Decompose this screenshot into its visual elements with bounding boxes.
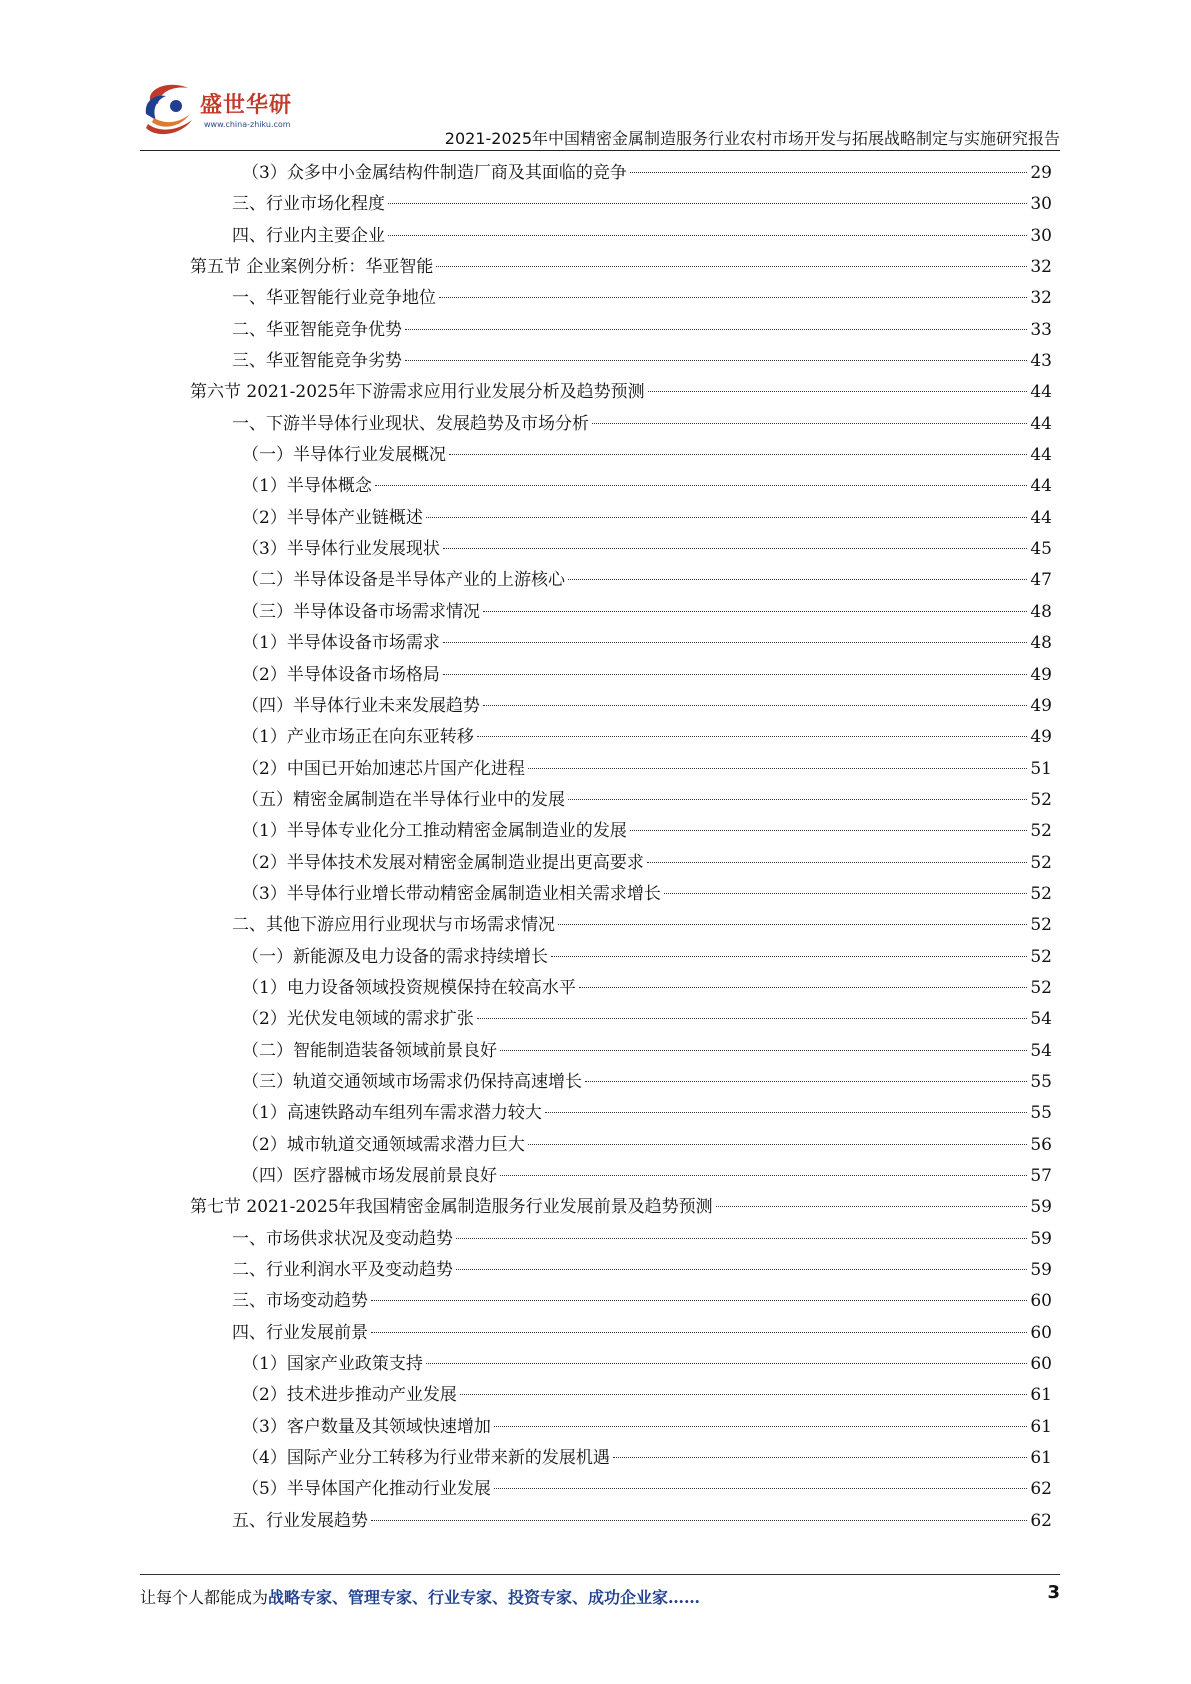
toc-entry-page: 60 xyxy=(1030,1291,1052,1312)
toc-entry-page: 44 xyxy=(1030,382,1052,403)
toc-entry-row xyxy=(190,377,1052,408)
toc-entry-row xyxy=(232,221,1052,252)
toc-entry-row xyxy=(232,189,1052,220)
toc-entry-label: 二、行业利润水平及变动趋势 xyxy=(232,1260,453,1281)
toc-entry-label: （1）半导体概念 xyxy=(242,476,372,497)
toc-entry-row xyxy=(232,346,1052,377)
toc-entry-label: 一、市场供求状况及变动趋势 xyxy=(232,1228,453,1249)
toc-entry-label: 第七节 2021-2025年我国精密金属制造服务行业发展前景及趋势预测 xyxy=(190,1197,713,1218)
toc-entry[interactable] xyxy=(190,534,1052,565)
toc-entry[interactable] xyxy=(190,660,1052,691)
footer-slogan-emphasis: 战略专家、管理专家、行业专家、投资专家、成功企业家…… xyxy=(268,1588,701,1607)
toc-dot-leader xyxy=(500,1050,1027,1051)
toc-entry-row xyxy=(242,440,1052,471)
toc-entry-label: （2）技术进步推动产业发展 xyxy=(242,1385,457,1406)
toc-entry[interactable] xyxy=(190,1286,1052,1317)
toc-dot-leader xyxy=(592,423,1027,424)
toc-dot-leader xyxy=(477,1018,1028,1019)
toc-dot-leader xyxy=(585,1081,1027,1082)
toc-dot-leader xyxy=(528,768,1028,769)
toc-entry-row xyxy=(242,597,1052,628)
toc-entry[interactable] xyxy=(190,1161,1052,1192)
toc-entry-page: 61 xyxy=(1030,1385,1052,1406)
page-header xyxy=(140,80,1060,150)
toc-entry-page: 48 xyxy=(1030,633,1052,654)
toc-dot-leader xyxy=(426,517,1028,518)
toc-dot-leader xyxy=(716,1206,1028,1207)
toc-entry-page: 59 xyxy=(1030,1228,1052,1249)
toc-entry-label: 三、市场变动趋势 xyxy=(232,1291,368,1312)
toc-entry-label: 第五节 企业案例分析：华亚智能 xyxy=(190,257,434,278)
toc-entry-row xyxy=(242,722,1052,753)
toc-dot-leader xyxy=(545,1112,1028,1113)
toc-entry[interactable] xyxy=(190,816,1052,847)
toc-entry[interactable] xyxy=(190,1474,1052,1505)
toc-entry-row xyxy=(242,1161,1052,1192)
toc-entry-row xyxy=(242,1067,1052,1098)
toc-entry[interactable] xyxy=(190,942,1052,973)
toc-entry[interactable] xyxy=(190,879,1052,910)
toc-entry-label: 二、其他下游应用行业现状与市场需求情况 xyxy=(232,915,555,936)
toc-dot-leader xyxy=(528,1144,1028,1145)
toc-entry[interactable] xyxy=(190,1412,1052,1443)
toc-dot-leader xyxy=(483,611,1027,612)
toc-entry-page: 47 xyxy=(1030,570,1052,591)
toc-entry-label: 五、行业发展趋势 xyxy=(232,1510,368,1531)
toc-entry-page: 52 xyxy=(1030,852,1052,873)
toc-dot-leader xyxy=(500,1175,1027,1176)
toc-entry-label: （一）新能源及电力设备的需求持续增长 xyxy=(242,946,548,967)
toc-entry[interactable] xyxy=(190,1192,1052,1223)
toc-entry-row xyxy=(242,503,1052,534)
toc-dot-leader xyxy=(371,1300,1027,1301)
toc-entry-row xyxy=(242,942,1052,973)
toc-entry-page: 55 xyxy=(1030,1103,1052,1124)
toc-entry-label: （二）智能制造装备领域前景良好 xyxy=(242,1040,497,1061)
toc-dot-leader xyxy=(579,987,1028,988)
toc-entry-row xyxy=(232,1318,1052,1349)
toc-entry-label: （3）众多中小金属结构件制造厂商及其面临的竞争 xyxy=(242,163,627,183)
footer-divider xyxy=(140,1574,1060,1575)
toc-entry[interactable] xyxy=(190,283,1052,314)
toc-entry-row xyxy=(190,252,1052,283)
toc-entry-row xyxy=(232,315,1052,346)
toc-entry-row xyxy=(242,816,1052,847)
toc-entry-label: （五）精密金属制造在半导体行业中的发展 xyxy=(242,789,565,810)
toc-entry-label: （3）半导体行业发展现状 xyxy=(242,539,440,560)
toc-entry[interactable] xyxy=(190,1255,1052,1286)
toc-dot-leader xyxy=(613,1457,1028,1458)
toc-entry[interactable] xyxy=(190,565,1052,596)
toc-entry-row xyxy=(232,409,1052,440)
toc-entry-page: 48 xyxy=(1030,601,1052,622)
toc-dot-leader xyxy=(371,1332,1027,1333)
toc-dot-leader xyxy=(551,956,1027,957)
toc-entry[interactable] xyxy=(190,409,1052,440)
toc-entry-page: 32 xyxy=(1030,257,1052,278)
toc-entry[interactable] xyxy=(190,1443,1052,1474)
toc-dot-leader xyxy=(405,360,1027,361)
toc-entry-label: 一、下游半导体行业现状、发展趋势及市场分析 xyxy=(232,413,589,434)
toc-entry-label: 二、华亚智能竞争优势 xyxy=(232,319,402,340)
toc-entry-label: 四、行业发展前景 xyxy=(232,1322,368,1343)
toc-dot-leader xyxy=(443,642,1028,643)
toc-entry-row xyxy=(242,879,1052,910)
toc-entry-page: 32 xyxy=(1030,288,1052,309)
toc-dot-leader xyxy=(443,674,1028,675)
logo-url: www.china-zhiku.com xyxy=(204,120,291,129)
footer-slogan-prefix: 让每个人都能成为 xyxy=(140,1588,269,1607)
toc-entry-page: 44 xyxy=(1030,445,1052,466)
toc-entry[interactable] xyxy=(190,1318,1052,1349)
toc-entry-page: 49 xyxy=(1030,727,1052,748)
toc-entry[interactable] xyxy=(190,315,1052,346)
toc-entry-label: 三、行业市场化程度 xyxy=(232,194,385,215)
toc-entry-row xyxy=(242,471,1052,502)
toc-entry-row xyxy=(242,1443,1052,1474)
toc-entry[interactable] xyxy=(190,221,1052,252)
toc-entry-row xyxy=(242,754,1052,785)
toc-entry[interactable] xyxy=(190,1224,1052,1255)
toc-dot-leader xyxy=(494,1426,1028,1427)
toc-dot-leader xyxy=(568,799,1027,800)
toc-dot-leader xyxy=(375,485,1028,486)
toc-entry[interactable] xyxy=(190,158,1052,189)
toc-entry[interactable] xyxy=(190,440,1052,471)
toc-entry-page: 52 xyxy=(1030,977,1052,998)
toc-entry[interactable] xyxy=(190,1098,1052,1129)
toc-entry-label: （三）半导体设备市场需求情况 xyxy=(242,601,480,622)
toc-dot-leader xyxy=(426,1363,1028,1364)
logo-emblem-icon xyxy=(140,80,200,142)
toc-entry-page: 44 xyxy=(1030,507,1052,528)
table-of-contents xyxy=(190,158,1052,1537)
toc-entry-page: 51 xyxy=(1030,758,1052,779)
toc-entry-label: （4）国际产业分工转移为行业带来新的发展机遇 xyxy=(242,1448,610,1469)
toc-entry-label: （1）高速铁路动车组列车需求潜力较大 xyxy=(242,1103,542,1124)
toc-entry[interactable] xyxy=(190,628,1052,659)
toc-dot-leader xyxy=(664,893,1028,894)
toc-entry-label: 一、华亚智能行业竞争地位 xyxy=(232,288,436,309)
toc-dot-leader xyxy=(558,924,1027,925)
toc-entry[interactable] xyxy=(190,754,1052,785)
toc-entry-page: 61 xyxy=(1030,1448,1052,1469)
toc-dot-leader xyxy=(460,1394,1028,1395)
toc-entry-page: 49 xyxy=(1030,664,1052,685)
toc-entry-label: （四）半导体行业未来发展趋势 xyxy=(242,695,480,716)
toc-entry-row xyxy=(242,973,1052,1004)
toc-dot-leader xyxy=(456,1238,1027,1239)
toc-entry-label: （1）电力设备领域投资规模保持在较高水平 xyxy=(242,977,576,998)
toc-entry-row xyxy=(190,1192,1052,1223)
toc-entry[interactable] xyxy=(190,1067,1052,1098)
toc-entry[interactable] xyxy=(190,1380,1052,1411)
toc-entry-page: 30 xyxy=(1030,225,1052,246)
toc-entry-row xyxy=(242,1474,1052,1505)
toc-entry-row xyxy=(242,785,1052,816)
toc-entry[interactable] xyxy=(190,1130,1052,1161)
toc-entry-page: 52 xyxy=(1030,821,1052,842)
toc-entry-row xyxy=(242,1130,1052,1161)
toc-entry-page: 33 xyxy=(1030,319,1052,340)
toc-dot-leader xyxy=(647,862,1028,863)
toc-entry-page: 61 xyxy=(1030,1416,1052,1437)
toc-entry[interactable] xyxy=(190,471,1052,502)
toc-entry[interactable] xyxy=(190,1349,1052,1380)
toc-entry-page: 52 xyxy=(1030,789,1052,810)
toc-dot-leader xyxy=(449,454,1027,455)
toc-entry-label: （2）中国已开始加速芯片国产化进程 xyxy=(242,758,525,779)
toc-entry-page: 52 xyxy=(1030,915,1052,936)
toc-entry[interactable] xyxy=(190,252,1052,283)
toc-dot-leader xyxy=(568,579,1027,580)
toc-entry-page: 44 xyxy=(1030,476,1052,497)
toc-entry[interactable] xyxy=(190,1506,1052,1537)
company-logo xyxy=(140,80,310,146)
toc-entry-label: （2）城市轨道交通领域需求潜力巨大 xyxy=(242,1134,525,1155)
toc-dot-leader xyxy=(388,203,1027,204)
toc-entry-page: 56 xyxy=(1030,1134,1052,1155)
toc-entry[interactable] xyxy=(190,691,1052,722)
toc-dot-leader xyxy=(388,235,1027,236)
toc-entry-page: 30 xyxy=(1030,194,1052,215)
toc-entry-page: 44 xyxy=(1030,413,1052,434)
toc-entry-row xyxy=(242,1098,1052,1129)
toc-entry-row xyxy=(232,283,1052,314)
toc-entry-row xyxy=(242,1380,1052,1411)
toc-entry[interactable] xyxy=(190,785,1052,816)
toc-entry-label: （1）国家产业政策支持 xyxy=(242,1354,423,1375)
toc-dot-leader xyxy=(630,172,1028,173)
toc-entry-page: 49 xyxy=(1030,695,1052,716)
toc-dot-leader xyxy=(483,705,1027,706)
toc-entry-page: 54 xyxy=(1030,1009,1052,1030)
toc-entry-label: （1）产业市场正在向东亚转移 xyxy=(242,727,474,748)
toc-dot-leader xyxy=(436,266,1027,267)
toc-entry-page: 54 xyxy=(1030,1040,1052,1061)
toc-entry-row xyxy=(242,1036,1052,1067)
toc-entry-label: 第六节 2021-2025年下游需求应用行业发展分析及趋势预测 xyxy=(190,382,645,403)
footer-slogan xyxy=(140,1585,700,1608)
toc-entry-page: 59 xyxy=(1030,1197,1052,1218)
toc-dot-leader xyxy=(405,329,1027,330)
toc-entry-page: 55 xyxy=(1030,1071,1052,1092)
toc-entry-label: 三、华亚智能竞争劣势 xyxy=(232,351,402,372)
toc-entry-row xyxy=(232,1286,1052,1317)
toc-entry-row xyxy=(232,910,1052,941)
toc-entry-page: 59 xyxy=(1030,1260,1052,1281)
toc-entry-row xyxy=(232,1506,1052,1537)
toc-entry-page: 62 xyxy=(1030,1510,1052,1531)
toc-entry-label: 四、行业内主要企业 xyxy=(232,225,385,246)
toc-entry-label: （二）半导体设备是半导体产业的上游核心 xyxy=(242,570,565,591)
toc-entry-label: （5）半导体国产化推动行业发展 xyxy=(242,1479,491,1500)
toc-entry[interactable] xyxy=(190,848,1052,879)
toc-entry-label: （1）半导体设备市场需求 xyxy=(242,633,440,654)
toc-entry-row xyxy=(242,628,1052,659)
toc-entry-row xyxy=(242,848,1052,879)
toc-entry[interactable] xyxy=(190,377,1052,408)
toc-dot-leader xyxy=(456,1269,1027,1270)
toc-entry-page: 57 xyxy=(1030,1166,1052,1186)
toc-entry-page: 60 xyxy=(1030,1354,1052,1375)
toc-entry[interactable] xyxy=(190,597,1052,628)
toc-entry-label: （2）半导体设备市场格局 xyxy=(242,664,440,685)
toc-entry[interactable] xyxy=(190,1036,1052,1067)
toc-dot-leader xyxy=(439,297,1027,298)
toc-entry-page: 43 xyxy=(1030,351,1052,372)
toc-entry[interactable] xyxy=(190,973,1052,1004)
toc-entry-row xyxy=(232,1224,1052,1255)
toc-entry-label: （2）半导体技术发展对精密金属制造业提出更高要求 xyxy=(242,852,644,873)
toc-entry-page: 52 xyxy=(1030,946,1052,967)
toc-entry-label: （1）半导体专业化分工推动精密金属制造业的发展 xyxy=(242,821,627,842)
toc-entry-label: （3）半导体行业增长带动精密金属制造业相关需求增长 xyxy=(242,883,661,904)
toc-entry-label: （四）医疗器械市场发展前景良好 xyxy=(242,1166,497,1186)
page-number: 3 xyxy=(1047,1582,1060,1603)
toc-entry-row xyxy=(242,1349,1052,1380)
toc-entry-page: 60 xyxy=(1030,1322,1052,1343)
toc-entry-row xyxy=(242,1004,1052,1035)
toc-entry-row xyxy=(242,534,1052,565)
header-divider xyxy=(140,150,1060,151)
logo-text: 盛世华研 xyxy=(200,93,293,118)
document-title: 2021-2025年中国精密金属制造服务行业农村市场开发与拓展战略制定与实施研究报告 xyxy=(444,129,1060,148)
toc-entry-page: 45 xyxy=(1030,539,1052,560)
toc-dot-leader xyxy=(477,736,1028,737)
toc-entry-row xyxy=(242,660,1052,691)
toc-entry-label: （一）半导体行业发展概况 xyxy=(242,445,446,466)
toc-entry-page: 29 xyxy=(1030,163,1052,183)
toc-entry-label: （2）半导体产业链概述 xyxy=(242,507,423,528)
toc-dot-leader xyxy=(494,1488,1028,1489)
toc-dot-leader xyxy=(648,391,1028,392)
toc-entry-page: 52 xyxy=(1030,883,1052,904)
toc-entry[interactable] xyxy=(190,722,1052,753)
toc-dot-leader xyxy=(443,548,1028,549)
toc-dot-leader xyxy=(371,1520,1027,1521)
toc-entry-page: 62 xyxy=(1030,1479,1052,1500)
toc-entry-label: （2）光伏发电领域的需求扩张 xyxy=(242,1009,474,1030)
toc-entry-label: （三）轨道交通领域市场需求仍保持高速增长 xyxy=(242,1071,582,1092)
toc-entry-label: （3）客户数量及其领域快速增加 xyxy=(242,1416,491,1437)
toc-entry[interactable] xyxy=(190,910,1052,941)
toc-entry[interactable] xyxy=(190,346,1052,377)
toc-dot-leader xyxy=(630,830,1028,831)
toc-entry[interactable] xyxy=(190,503,1052,534)
toc-entry-row xyxy=(242,691,1052,722)
toc-entry-row xyxy=(242,1412,1052,1443)
toc-entry-row xyxy=(242,158,1052,189)
toc-entry[interactable] xyxy=(190,1004,1052,1035)
toc-entry[interactable] xyxy=(190,189,1052,220)
toc-entry-row xyxy=(232,1255,1052,1286)
toc-entry-row xyxy=(242,565,1052,596)
